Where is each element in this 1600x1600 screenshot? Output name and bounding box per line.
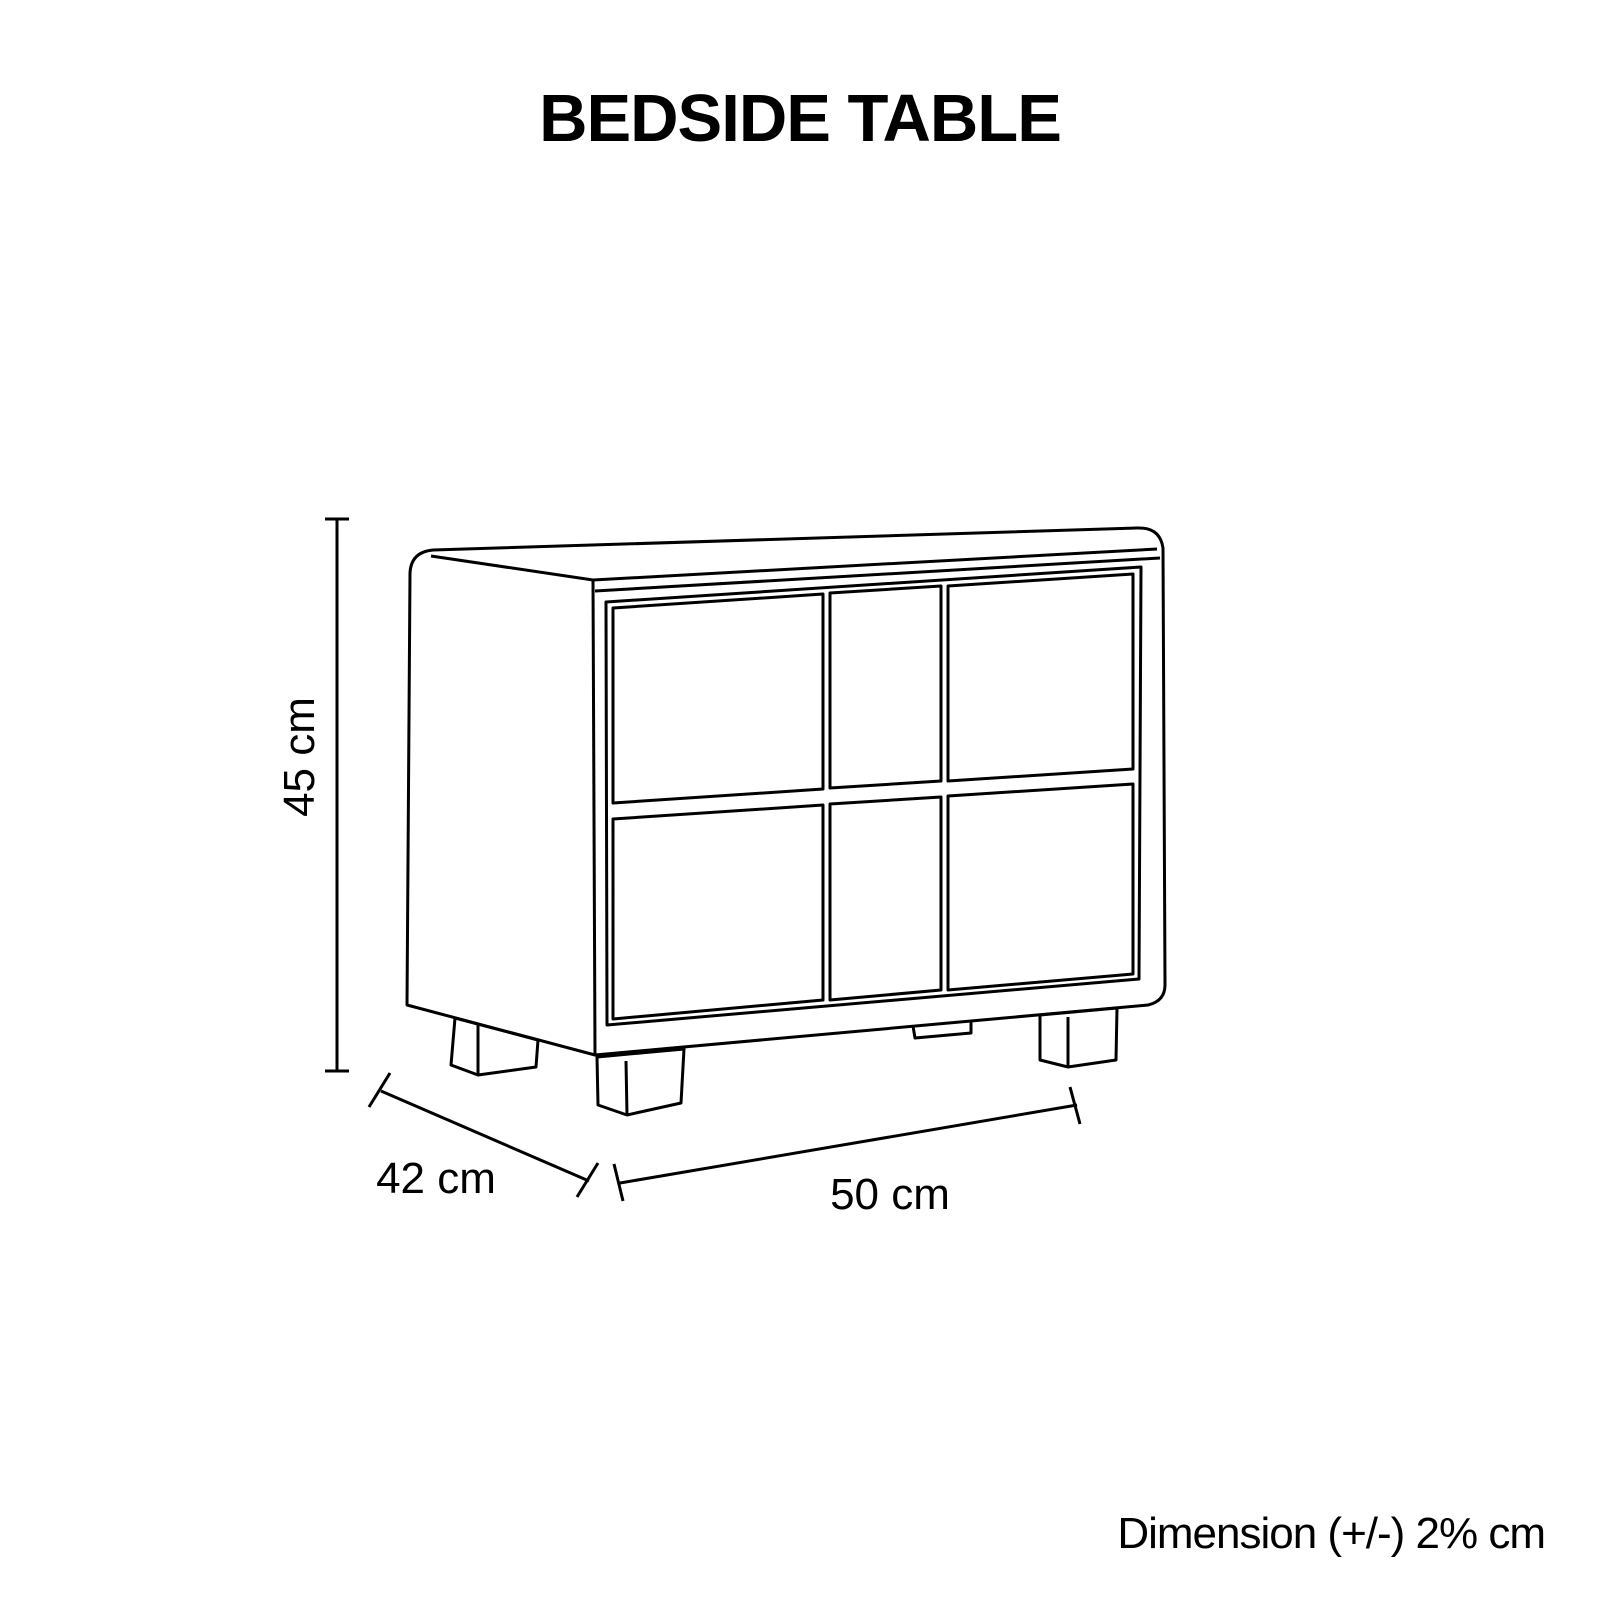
depth-dimension [369,1073,598,1203]
cabinet [407,528,1165,1055]
tolerance-note: Dimension (+/-) 2% cm [1117,1509,1545,1558]
width-dimension-label: 50 cm [830,1170,950,1219]
drawer-panel-top-right [948,574,1133,781]
leg-back-left [451,1018,538,1075]
width-dimension [614,1087,1080,1219]
height-dimension-label: 45 cm [275,697,324,817]
depth-dimension-tick-left [369,1073,390,1107]
front-left-edge [593,580,595,1055]
legs [451,1008,1117,1115]
inner-frame [606,567,1141,1025]
drawer-panel-top-center [830,586,941,788]
height-dimension [275,519,349,1071]
depth-dimension-label: 42 cm [376,1154,496,1203]
drawer-panel-bottom-left [613,805,823,1019]
leg-front-left-corner-edge [626,1061,627,1115]
drawer-panel-bottom-center [830,797,941,1000]
drawer-panel-top-left [613,594,823,803]
page-title: BEDSIDE TABLE [539,81,1061,156]
leg-front-left [597,1049,684,1115]
leg-front-right [1040,1008,1117,1067]
side-top-edge [431,556,593,580]
depth-dimension-tick-right [577,1163,598,1197]
drawer-panel-bottom-right [948,784,1133,990]
